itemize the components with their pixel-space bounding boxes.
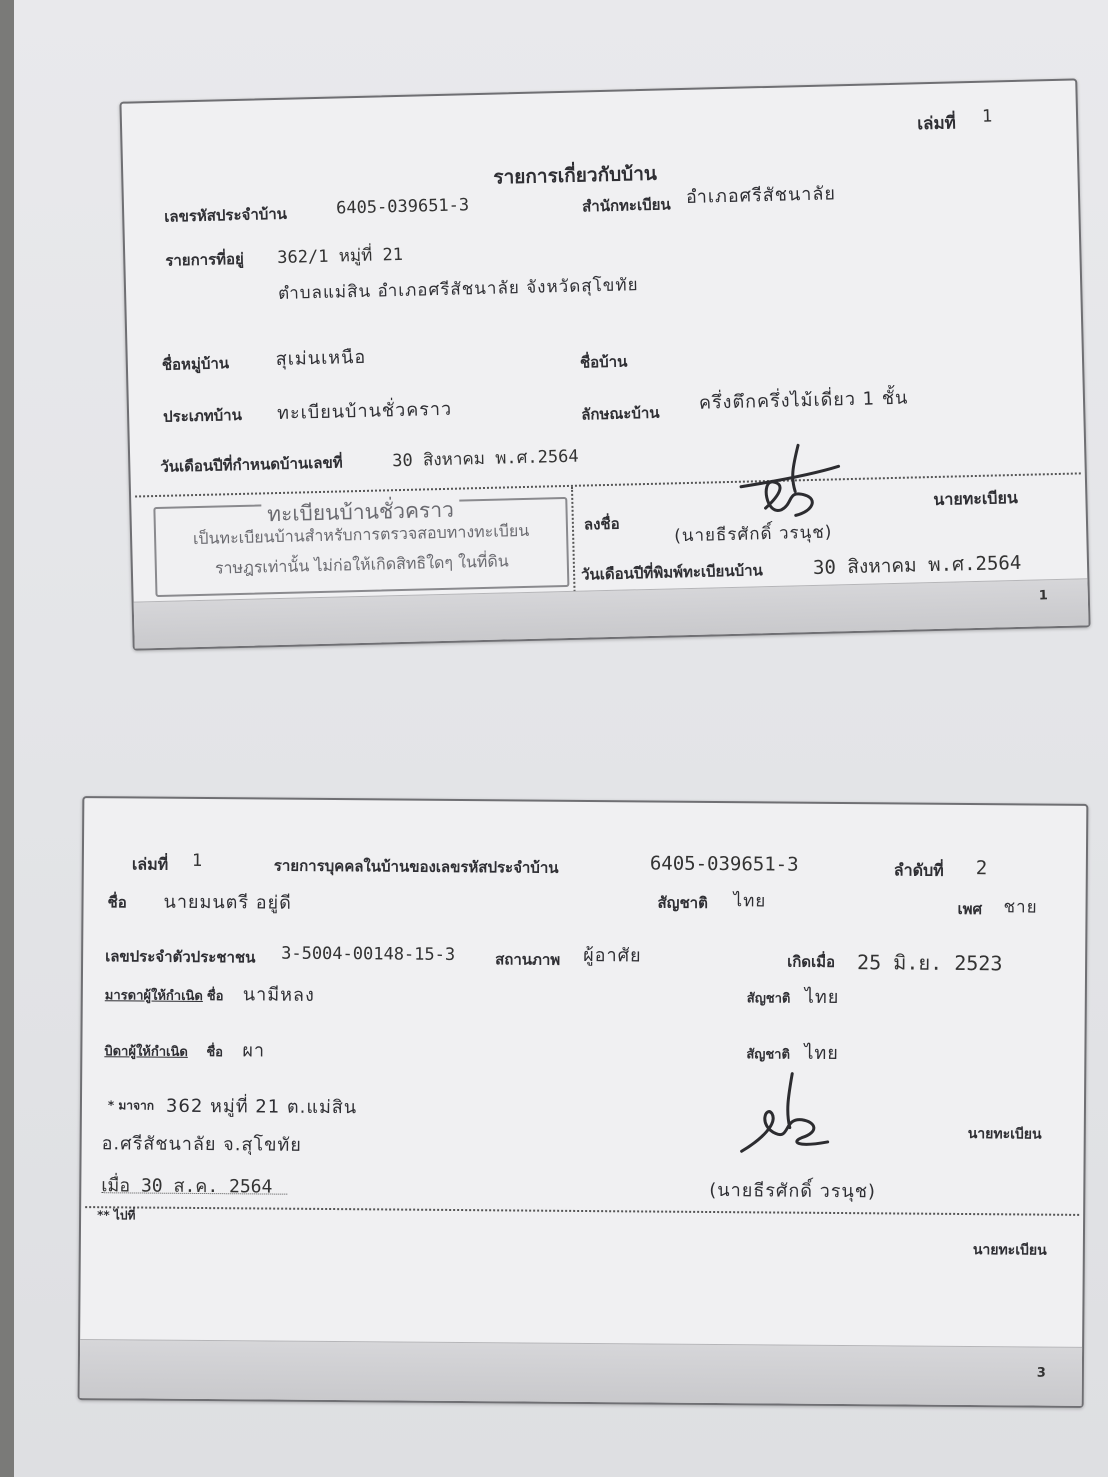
village-label: ชื่อหมู่บ้าน xyxy=(161,354,230,374)
name-label: ชื่อ xyxy=(107,893,127,912)
status-label: สถานภาพ xyxy=(495,950,561,969)
print-date: 30 สิงหาคม พ.ศ.2564 xyxy=(812,551,1022,579)
moved-from-date: เมื่อ 30 ส.ค. 2564 xyxy=(101,1175,273,1198)
nationality: ไทย xyxy=(733,891,767,912)
card-footer-band-2 xyxy=(80,1339,1082,1406)
assigned-date: 30 สิงหาคม พ.ศ.2564 xyxy=(392,446,579,472)
id-label: เลขประจำตัวประชาชน xyxy=(105,947,256,967)
registrar-title-2: นายทะเบียน xyxy=(967,1126,1042,1143)
birth-date: 25 มิ.ย. 2523 xyxy=(857,950,1003,976)
page-number: 1 xyxy=(1038,588,1048,604)
sex-label: เพศ xyxy=(957,899,983,919)
mother-name-label: ชื่อ xyxy=(206,989,224,1005)
house-style: ครึ่งตึกครึ่งไม้เดี่ยว 1 ชั้น xyxy=(698,387,909,414)
sex: ชาย xyxy=(1003,897,1038,918)
moved-from-line-2: อ.ศรีสัชนาลัย จ.สุโขทัย xyxy=(101,1133,302,1156)
moved-from-line-1: 362 หมู่ที่ 21 ต.แม่สิน xyxy=(165,1095,358,1119)
person-record-card xyxy=(78,796,1089,1408)
address-label: รายการที่อยู่ xyxy=(165,249,245,270)
house-style-label: ลักษณะบ้าน xyxy=(580,403,660,424)
house-name-label: ชื่อบ้าน xyxy=(579,352,628,372)
house-type-label: ประเภทบ้าน xyxy=(162,405,243,426)
stamp-title: ทะเบียนบ้านชั่วคราว xyxy=(261,497,460,528)
house-code-2: 6405-039651-3 xyxy=(649,852,799,876)
registrar-signature-1 xyxy=(720,436,852,529)
person-name: นายมนตรี อยู่ดี xyxy=(163,891,292,914)
stamp-line-1: เป็นทะเบียนบ้านสำหรับการตรวจสอบทางทะเบียน xyxy=(192,521,530,549)
page-number-2: 3 xyxy=(1036,1365,1046,1381)
book-label-2: เล่มที่ xyxy=(131,854,169,874)
registry-office: อำเภอศรีสัชนาลัย xyxy=(685,183,837,208)
mother-nationality: ไทย xyxy=(804,986,840,1009)
village-name: สุเม่นเหนือ xyxy=(275,346,367,371)
column-divider xyxy=(571,487,576,595)
house-code-label: เลขรหัสประจำบ้าน xyxy=(164,204,288,226)
registry-office-label: สำนักทะเบียน xyxy=(581,195,671,216)
mother-name: นามีหลง xyxy=(242,984,315,1006)
birth-label: เกิดเมื่อ xyxy=(787,952,836,971)
mother-nationality-label: สัญชาติ xyxy=(746,991,791,1007)
temporary-registration-stamp xyxy=(153,497,569,597)
address-line-1: 362/1 หมู่ที่ 21 xyxy=(277,244,404,268)
father-label: บิดาผู้ให้กำเนิด xyxy=(104,1044,188,1060)
id-number: 3-5004-00148-15-3 xyxy=(281,943,456,965)
father-name: ผา xyxy=(242,1040,266,1062)
moved-from-label: * มาจาก xyxy=(107,1098,155,1113)
book-label: เล่มที่ xyxy=(916,113,957,135)
assigned-date-label: วันเดือนปีที่กำหนดบ้านเลขที่ xyxy=(160,453,343,476)
print-date-label: วันเดือนปีที่พิมพ์ทะเบียนบ้าน xyxy=(580,561,764,584)
house-record-card xyxy=(119,78,1090,650)
house-type: ทะเบียนบ้านชั่วคราว xyxy=(276,398,453,425)
father-nationality-label: สัญชาติ xyxy=(746,1047,791,1063)
father-name-label: ชื่อ xyxy=(206,1045,224,1061)
nationality-label: สัญชาติ xyxy=(657,893,708,912)
house-record-title: รายการเกี่ยวกับบ้าน xyxy=(493,162,658,189)
status: ผู้อาศัย xyxy=(583,944,642,967)
separator-line-2 xyxy=(85,1206,1079,1216)
moved-to-label: ** ไปที่ xyxy=(97,1208,136,1223)
registrar-title: นายทะเบียน xyxy=(933,487,1018,510)
sign-label: ลงชื่อ xyxy=(583,514,620,534)
order-number: 2 xyxy=(975,857,988,880)
address-line-2: ตำบลแม่สิน อำเภอศรีสัชนาลัย จังหวัดสุโขทัย xyxy=(277,275,639,304)
registrar-signature-2 xyxy=(731,1067,842,1168)
stamp-line-2: ราษฎรเท่านั้น ไม่ก่อให้เกิดสิทธิใดๆ ในที่ดิน xyxy=(214,551,509,578)
father-nationality: ไทย xyxy=(804,1042,839,1065)
order-label: ลำดับที่ xyxy=(893,860,944,880)
registrar-name: (นายธีรศักดิ์ วรนุช) xyxy=(673,522,833,547)
registrar-title-3: นายทะเบียน xyxy=(972,1242,1047,1259)
book-number-2: 1 xyxy=(191,850,203,872)
mother-label: มารดาผู้ให้กำเนิด xyxy=(104,988,203,1005)
house-code: 6405-039651-3 xyxy=(335,195,470,219)
book-number: 1 xyxy=(981,106,993,127)
registrar-name-2: (นายธีรศักดิ์ วรนุช) xyxy=(709,1179,877,1203)
person-record-title: รายการบุคคลในบ้านของเลขรหัสประจำบ้าน xyxy=(273,856,559,877)
